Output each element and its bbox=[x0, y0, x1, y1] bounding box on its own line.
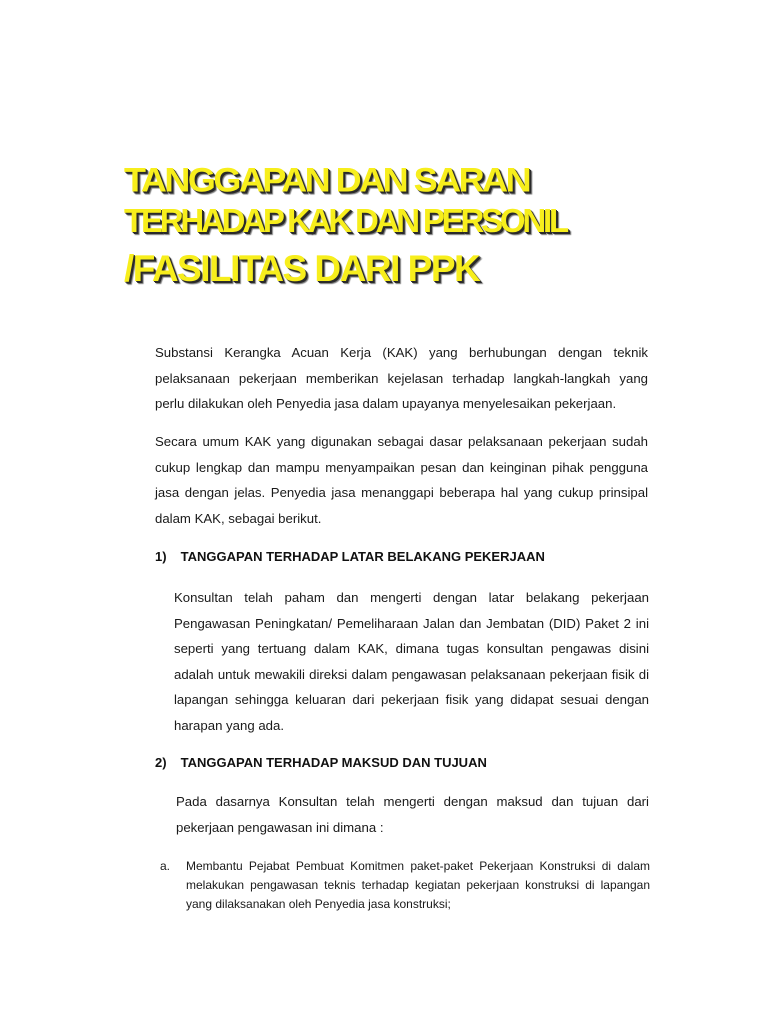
document-title bbox=[124, 160, 566, 290]
list-item-text: Membantu Pejabat Pembuat Komitmen paket-paket Pekerjaan Konstruksi di dalam melakukan pengawasan teknis terhadap kegiatan pekerjaan konstruksi di lapangan yang dilaksanakan oleh Penyedia jasa konstruksi; bbox=[186, 859, 650, 911]
section-2-paragraph: Pada dasarnya Konsultan telah mengerti dengan maksud dan tujuan dari pekerjaan pengawasan ini dimana : bbox=[176, 794, 649, 835]
section-2-heading bbox=[155, 755, 487, 770]
section-1-title: TANGGAPAN TERHADAP LATAR BELAKANG PEKERJAAN bbox=[180, 549, 545, 564]
intro-paragraph-1: Substansi Kerangka Acuan Kerja (KAK) yang berhubungan dengan teknik pelaksanaan pekerjaan memberikan kejelasan terhadap langkah-langkah yang perlu dilakukan oleh Penyedia jasa dalam upayanya menyelesaikan pekerjaan. bbox=[155, 345, 648, 411]
section-1-heading bbox=[155, 549, 545, 564]
list-item bbox=[160, 857, 650, 914]
list-item-marker: a. bbox=[160, 859, 171, 873]
section-2-title: TANGGAPAN TERHADAP MAKSUD DAN TUJUAN bbox=[180, 755, 487, 770]
title-line-1: TANGGAPAN DAN SARAN bbox=[124, 160, 530, 200]
section-1-number: 1) bbox=[155, 549, 167, 564]
title-line-3: /FASILITAS DARI PPK bbox=[124, 248, 480, 289]
intro-paragraph-2: Secara umum KAK yang digunakan sebagai dasar pelaksanaan pekerjaan sudah cukup lengkap dan mampu menyampaikan pesan dan keinginan pihak pengguna jasa dengan jelas. Penyedia jasa menanggapi beberapa hal yang cukup prinsipal dalam KAK, sebagai berikut. bbox=[155, 434, 648, 526]
section-1-paragraph: Konsultan telah paham dan mengerti dengan latar belakang pekerjaan Pengawasan Peningkatan/ Pemeliharaan Jalan dan Jembatan (DID) Paket 2 ini seperti yang tertuang dalam KAK, dimana tugas konsultan pengawas disini adalah untuk mewakili direksi dalam pengawasan pelaksanaan pekerjaan fisik di lapangan sehingga keluaran dari pekerjaan fisik yang didapat sesuai dengan harapan yang ada. bbox=[174, 590, 649, 733]
section-2-number: 2) bbox=[155, 755, 167, 770]
title-line-2: TERHADAP KAK DAN PERSONIL bbox=[124, 202, 566, 239]
